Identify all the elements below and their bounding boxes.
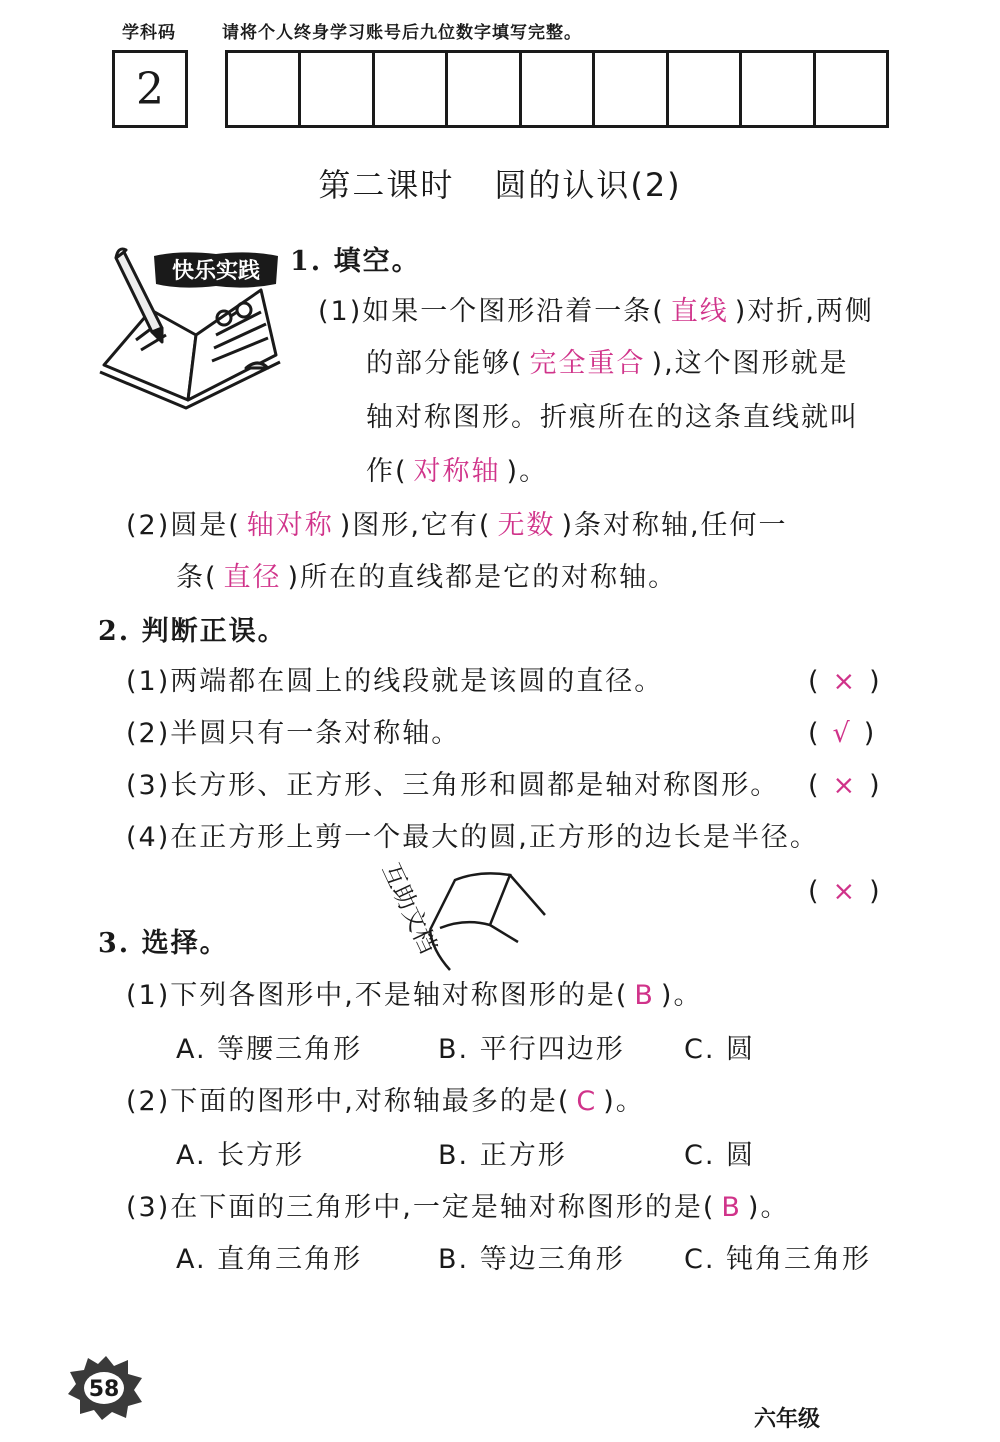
q1-1-line2: 的部分能够( 完全重合 ),这个图形就是 [366, 348, 849, 379]
lesson-title [0, 160, 1000, 206]
q3-3-option-a: A. 直角三角形 [176, 1244, 363, 1275]
digit-cell[interactable] [301, 53, 374, 125]
watermark-text: 互助文档 [376, 858, 443, 958]
page-number: 58 [88, 1377, 120, 1402]
q3-heading: 3. 选择。 [98, 928, 229, 959]
q2-item-4: (4)在正方形上剪一个最大的圆,正方形的边长是半径。 [126, 822, 819, 853]
q3-item-2: (2)下面的图形中,对称轴最多的是( C )。 [126, 1086, 645, 1117]
answer-text: B [721, 1192, 742, 1223]
lesson-title-part1: 第二课时 [318, 166, 455, 204]
digit-cell[interactable] [375, 53, 448, 125]
q3-1-option-b: B. 平行四边形 [438, 1034, 625, 1065]
q2-item-1: (1)两端都在圆上的线段就是该圆的直径。 [126, 666, 664, 697]
answer-text: 直线 [670, 296, 729, 327]
q3-3-option-c: C. 钝角三角形 [684, 1244, 872, 1275]
q1-2-line2: 条( 直径 )所在的直线都是它的对称轴。 [176, 562, 678, 593]
q1-1-line3: 轴对称图形。折痕所在的这条直线就叫 [366, 402, 859, 433]
badge-banner [150, 250, 282, 290]
q2-item-2: (2)半圆只有一条对称轴。 [126, 718, 461, 749]
badge-label: 快乐实践 [171, 259, 261, 284]
account-digit-row [225, 50, 889, 128]
digit-cell[interactable] [742, 53, 815, 125]
q2-answer-4: ( × ) [808, 876, 880, 907]
q2-item-3: (3)长方形、正方形、三角形和圆都是轴对称图形。 [126, 770, 780, 801]
q2-answer-2: ( √ ) [808, 718, 875, 749]
answer-text: 无数 [497, 510, 556, 541]
q3-2-option-c: C. 圆 [684, 1140, 756, 1171]
answer-text: 轴对称 [246, 510, 334, 541]
q3-item-1: (1)下列各图形中,不是轴对称图形的是( B )。 [126, 980, 703, 1011]
subject-code-box [112, 50, 188, 128]
answer-text: 完全重合 [529, 348, 646, 379]
digit-cell[interactable] [816, 53, 886, 125]
digit-cell[interactable] [448, 53, 521, 125]
q3-item-3: (3)在下面的三角形中,一定是轴对称图形的是( B )。 [126, 1192, 790, 1223]
answer-text: B [634, 980, 655, 1011]
q3-1-option-a: A. 等腰三角形 [176, 1034, 363, 1065]
watermark-stamp [360, 830, 560, 1000]
q2-heading: 2. 判断正误。 [98, 616, 287, 647]
q3-3-option-b: B. 等边三角形 [438, 1244, 625, 1275]
q1-1-line1: (1)如果一个图形沿着一条( 直线 )对折,两侧 [318, 296, 874, 327]
digit-cell[interactable] [669, 53, 742, 125]
q3-2-option-b: B. 正方形 [438, 1140, 567, 1171]
subject-code-label: 学科码 [122, 23, 176, 43]
q3-2-option-a: A. 长方形 [176, 1140, 305, 1171]
answer-text: 直径 [223, 562, 282, 593]
q2-answer-3: ( × ) [808, 770, 880, 801]
answer-text: C [576, 1086, 598, 1117]
grade-label: 六年级 [754, 1407, 821, 1432]
account-instruction: 请将个人终身学习账号后九位数字填写完整。 [222, 23, 582, 43]
q3-1-option-c: C. 圆 [684, 1034, 756, 1065]
digit-cell[interactable] [595, 53, 668, 125]
subject-code-value: 2 [136, 63, 164, 115]
q2-answer-1: ( × ) [808, 666, 880, 697]
lesson-title-part2: 圆的认识(2) [494, 166, 682, 204]
q1-heading: 1. 填空。 [290, 246, 421, 277]
answer-text: 对称轴 [413, 456, 501, 487]
q1-2-line1: (2)圆是( 轴对称 )图形,它有( 无数 )条对称轴,任何一 [126, 510, 788, 541]
digit-cell[interactable] [228, 53, 301, 125]
digit-cell[interactable] [522, 53, 595, 125]
page-number-badge [66, 1352, 146, 1422]
q1-1-line4: 作( 对称轴 )。 [366, 456, 549, 487]
